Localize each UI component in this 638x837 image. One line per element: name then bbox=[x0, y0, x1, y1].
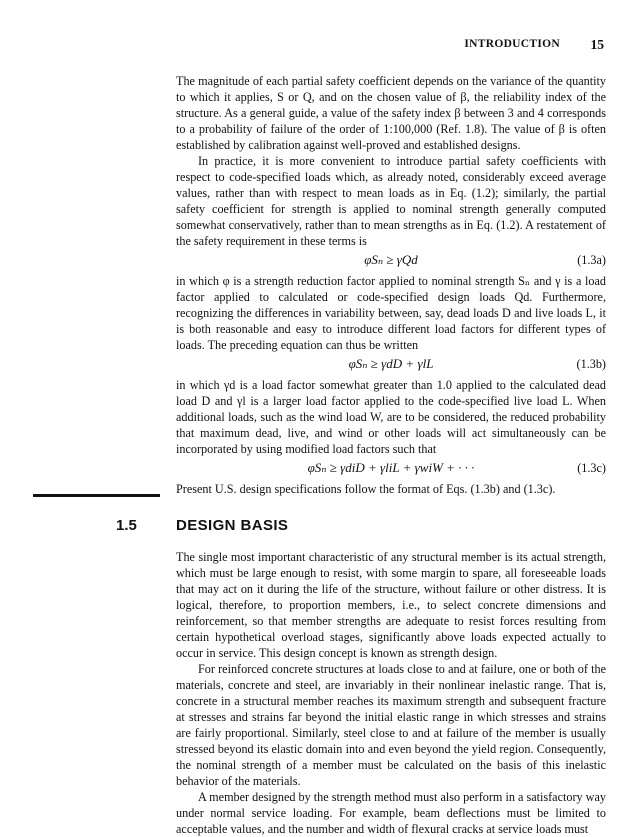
equation-1-3a bbox=[176, 249, 606, 273]
paragraph-inelastic-behavior: For reinforced concrete structures at loads close to and at failure, one or both of the materials, concrete and steel, are invariably in their nonlinear inelastic range. That is, concrete in a structural member reaches its maximum strength and subsequent fracture at stresses and strains far beyond the initial elastic range in which stresses and strains are fairly proportional. Similarly, steel close to and at failure of the member is usually stressed beyond its elastic domain into and even beyond the yield region. Consequently, the nominal strength of a member must be calculated on the basis of this inelastic behavior of the materials. bbox=[176, 662, 606, 788]
paragraph-strength-reduction: in which φ is a strength reduction factor applied to nominal strength Sₙ and γ is a load factor applied to calculated or code-specified design loads Qd. Furthermore, recognizing the differences in variability between, say, dead loads D and live loads L, it is both reasonable and easy to introduce different load factors for different types of loads. The preceding equation can thus be written bbox=[176, 274, 606, 352]
page-number: 15 bbox=[590, 37, 604, 52]
running-head-title: INTRODUCTION bbox=[464, 38, 560, 50]
paragraph-code-loads: In practice, it is more convenient to introduce partial safety coefficients with respect to code-specified loads which, as already noted, considerably exceed average values, rather than with respect to mean loads as in Eq. (1.2); similarly, the partial safety coefficient for strength is applied to nominal strength generally computed somewhat conservatively, rather than to mean strengths as in Eq. (1.2). A restatement of the safety requirement in these terms is bbox=[176, 154, 606, 248]
equation-1-3a-body: φSₙ ≥ γQd bbox=[364, 252, 418, 267]
equation-1-3c bbox=[176, 457, 606, 481]
section-heading bbox=[0, 517, 638, 537]
running-head bbox=[176, 38, 606, 54]
section-divider-rule bbox=[33, 494, 160, 497]
equation-1-3c-body: φSₙ ≥ γdiD + γliL + γwiW + · · · bbox=[307, 460, 475, 475]
paragraph-us-specifications: Present U.S. design specifications follow the format of Eqs. (1.3b) and (1.3c). bbox=[176, 482, 556, 496]
equation-1-3b-body: φSₙ ≥ γdD + γlL bbox=[348, 356, 434, 371]
paragraph-load-factors: in which γd is a load factor somewhat greater than 1.0 applied to the calculated dead load D and γl is a larger load factor applied to the code-specified live load L. When additional loads, such as the wind load W, are to be considered, the reduced probability that maximum dead, live, and wind or other loads will act simultaneously can be incorporated by using modified load factors such that bbox=[176, 378, 606, 456]
top-text-block bbox=[176, 73, 606, 497]
paragraph-partial-safety: The magnitude of each partial safety coefficient depends on the variance of the quantity to which it applies, S or Q, and on the chosen value of β, the reliability index of the structure. As a general guide, a value of the safety index β between 3 and 4 corresponds to a probability of failure of the order of 1:100,000 (Ref. 1.8). The value of β is often established by calibration against well-proved and established designs. bbox=[176, 74, 606, 152]
section-number: 1.5 bbox=[116, 517, 137, 534]
section-title: DESIGN BASIS bbox=[176, 517, 289, 534]
paragraph-strength-design: The single most important characteristic of any structural member is its actual strength, which must be large enough to resist, with some margin to spare, all foreseeable loads that may act on it during the life of the structure, without failure or other distress. It is logical, therefore, to proportion members, i.e., to select concrete dimensions and reinforcement, so that member strengths are adequate to resist forces resulting from certain hypothetical overload stages, significantly above loads expected actually to occur in service. This design concept is known as strength design. bbox=[176, 550, 606, 660]
equation-1-3c-number: (1.3c) bbox=[577, 461, 606, 475]
section-text-block bbox=[176, 549, 606, 837]
equation-1-3b-number: (1.3b) bbox=[576, 357, 606, 371]
paragraph-serviceability: A member designed by the strength method must also perform in a satisfactory way under normal service loading. For example, beam deflections must be limited to acceptable values, and the number and width of flexural cracks at service loads must bbox=[176, 790, 606, 836]
equation-1-3b bbox=[176, 353, 606, 377]
equation-1-3a-number: (1.3a) bbox=[577, 253, 606, 267]
